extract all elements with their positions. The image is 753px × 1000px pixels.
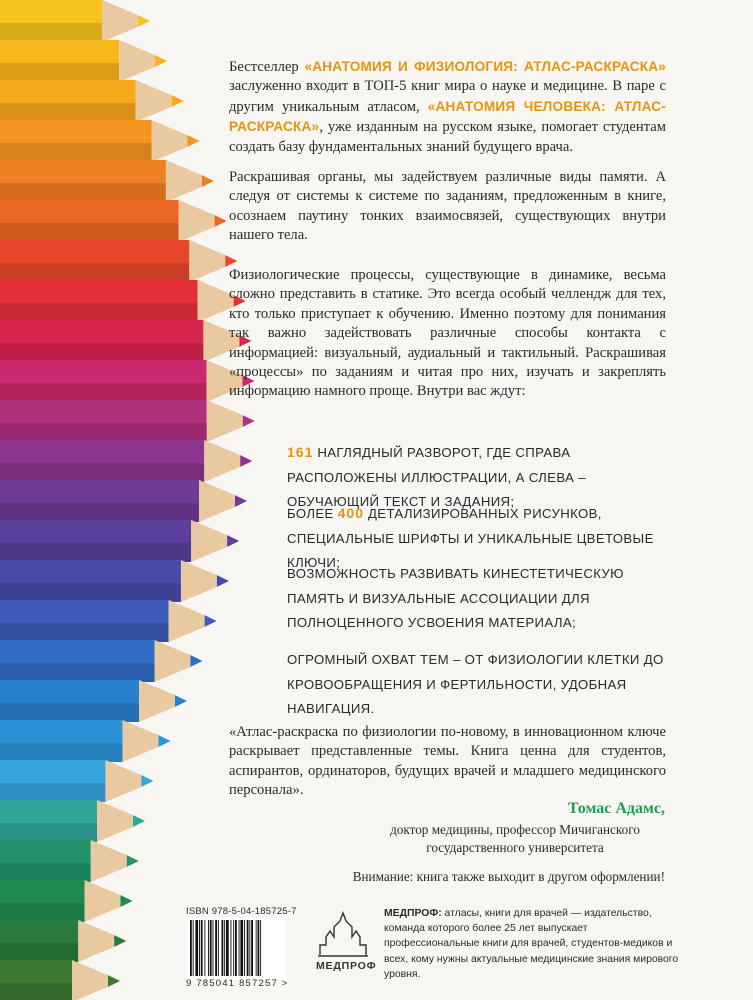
- barcode-bar: [244, 920, 245, 976]
- pencil: [0, 240, 237, 282]
- barcode-bar: [195, 920, 198, 976]
- barcode-bar: [210, 920, 212, 976]
- feature-coverage: [287, 648, 677, 722]
- edition-notice: Внимание: книга также выходит в другом оформлении!: [352, 869, 665, 884]
- pencil: [0, 640, 203, 682]
- pencil: [0, 560, 229, 602]
- barcode: [186, 918, 286, 980]
- pencil: [0, 880, 133, 922]
- publisher-info: [384, 906, 684, 982]
- barcode-bar: [231, 920, 232, 976]
- pencil: [0, 800, 145, 842]
- barcode-bar: [260, 920, 261, 976]
- isbn: ISBN 978-5-04-185725-7: [186, 906, 297, 917]
- barcode-bar: [204, 920, 205, 976]
- pencil: [0, 120, 199, 162]
- barcode-bar: [239, 920, 240, 976]
- author-name: Томас Адамс,: [567, 800, 665, 817]
- barcode-bar: [193, 920, 194, 976]
- barcode-bar: [222, 920, 224, 976]
- pencil: [0, 520, 239, 562]
- barcode-bar: [226, 920, 229, 976]
- pencil: [0, 0, 150, 42]
- publisher-description: атласы, книги для врачей — издательство, команда которого более 25 лет выпускает профессиональные книги для врачей, студентов-медиков и всех, кому нужны актуальные медицинские знания мирового уровня.: [384, 908, 679, 980]
- pencil: [0, 360, 254, 402]
- pencil: [0, 160, 214, 202]
- barcode-bar: [208, 920, 209, 976]
- pencil: [0, 720, 170, 762]
- pencil: [0, 480, 247, 522]
- feature-text: ОГРОМНЫЙ ОХВАТ ТЕМ – ОТ ФИЗИОЛОГИИ КЛЕТКИ ДО КРОВООБРАЩЕНИЯ И ФЕРТИЛЬНОСТИ, УДОБНАЯ НАВИГАЦИЯ.: [287, 652, 664, 716]
- barcode-bar: [235, 920, 237, 976]
- pencil: [0, 920, 126, 962]
- barcode-bar: [247, 920, 249, 976]
- barcode-bar: [256, 920, 257, 976]
- barcode-number: 9 785041 857257 >: [186, 978, 289, 989]
- barcode-bar: [258, 920, 260, 976]
- feature-text: ДЕТАЛИЗИРОВАННЫХ РИСУНКОВ, СПЕЦИАЛЬНЫЕ ШРИФТЫ И УНИКАЛЬНЫЕ ЦВЕТОВЫЕ КЛЮЧИ;: [287, 506, 654, 570]
- barcode-bar: [233, 920, 234, 976]
- pencil: [0, 280, 246, 322]
- pencil: [0, 80, 184, 122]
- intro-paragraph: [229, 57, 666, 157]
- feature-memory: [287, 562, 677, 636]
- pencil: [0, 400, 255, 442]
- logo-text: МЕДПРОФ: [316, 960, 377, 972]
- barcode-bar: [218, 920, 219, 976]
- author-role: доктор медицины, профессор Мичиганского государственного университета: [390, 822, 640, 855]
- intro-middle: заслуженно входит в ТОП-5 книг мира о науке и медицине. В паре с другим уникальным атласом,: [229, 78, 666, 115]
- pencil: [0, 840, 139, 882]
- pencil: [0, 200, 227, 242]
- barcode-bar: [213, 920, 214, 976]
- intro-prefix: Бестселлер: [229, 59, 305, 75]
- pencil: [0, 320, 251, 362]
- feature-text: ВОЗМОЖНОСТЬ РАЗВИВАТЬ КИНЕСТЕТИЧЕСКУЮ ПАМЯТЬ И ВИЗУАЛЬНЫЕ АССОЦИАЦИИ ДЛЯ ПОЛНОЦЕННОГО УСВОЕНИЯ МАТЕРИАЛА;: [287, 566, 624, 630]
- barcode-bar: [249, 920, 250, 976]
- barcode-bar: [240, 920, 243, 976]
- feature-number: 161: [287, 444, 314, 460]
- barcode-bar: [190, 920, 192, 976]
- pencil: [0, 40, 167, 82]
- barcode-bar: [215, 920, 217, 976]
- pencil: [0, 600, 217, 642]
- physiology-paragraph: Физиологические процессы, существующие в динамике, весьма сложно представить в статике. Это всегда особый челлендж для тех, кто только приступает к обучению. Именно поэтому для понимания так важно задействовать различные способы контакта с информацией: визуальный, аудиальный и тактильный. Раскрашивая «процессы» по заданиям и читая про них, изучать и закреплять информацию намного проще. Внутри вас ждут:: [229, 267, 666, 400]
- pencil: [0, 760, 153, 802]
- barcode-bar: [201, 920, 203, 976]
- feature-prefix: БОЛЕЕ: [287, 506, 338, 521]
- barcode-bar: [251, 920, 253, 976]
- logo-skyline: [320, 913, 366, 955]
- review-quote: «Атлас-раскраска по физиологии по-новому, в инновационном ключе раскрывает представленные темы. Книга ценна для студентов, аспирантов, ординаторов, будущих врачей и младшего медицинского персонала».: [229, 724, 666, 799]
- pencil: [0, 440, 252, 482]
- barcode-bar: [224, 920, 225, 976]
- memory-paragraph: Раскрашивая органы, мы задействуем различные виды памяти. А следуя от системы к системе по заданиям, предложенным в книге, осознаем паутину тонких взаимосвязей, существующих внутри нашего тела.: [229, 169, 666, 244]
- feature-number: 400: [337, 505, 364, 521]
- barcode-bar: [199, 920, 200, 976]
- book-title-physiology: «АНАТОМИЯ И ФИЗИОЛОГИЯ: АТЛАС-РАСКРАСКА»: [304, 59, 666, 74]
- feature-text: НАГЛЯДНЫЙ РАЗВОРОТ, ГДЕ СПРАВА РАСПОЛОЖЕНЫ ИЛЛЮСТРАЦИИ, А СЛЕВА – ОБУЧАЮЩИЙ ТЕКСТ И ЗАДАНИЯ;: [287, 445, 586, 509]
- pencil: [0, 680, 187, 722]
- pencil: [0, 960, 120, 1000]
- book-title-anatomy: «АНАТОМИЯ ЧЕЛОВЕКА: АТЛАС-РАСКРАСКА»: [229, 98, 666, 135]
- intro-suffix: , уже изданным на русском языке, помогает студентам создать базу фундаментальных знаний будущего врача.: [229, 119, 666, 155]
- publisher-name: МЕДПРОФ:: [384, 908, 442, 919]
